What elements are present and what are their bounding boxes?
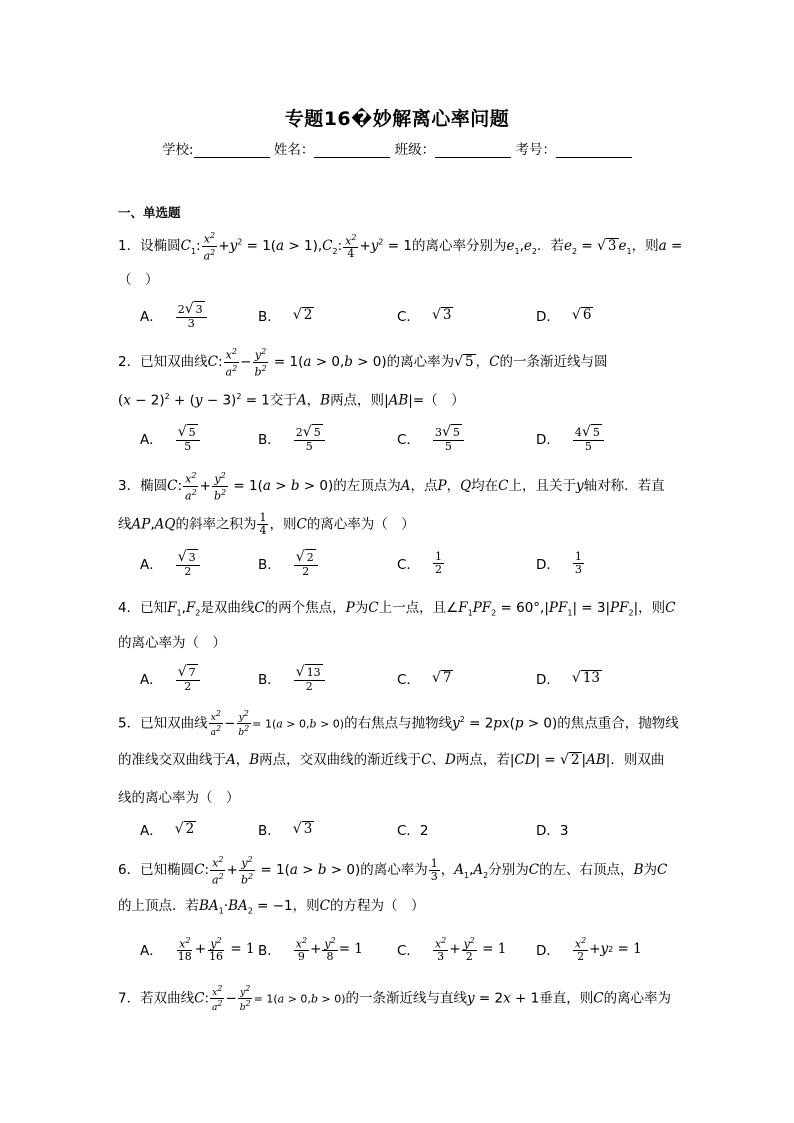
page-title: 专题16�妙解离心率问题 — [284, 108, 510, 130]
option-d[interactable]: D． √ 6 — [536, 307, 592, 325]
id-label: 考号： — [515, 142, 556, 158]
option-a[interactable]: A． √ 5 5 — [140, 421, 201, 455]
option-a[interactable]: A． √ 7 2 — [140, 661, 201, 695]
question-5-line-1: 5．已知双曲线 $\frac{x^2}{a^2}$ − $\frac{y^2}{b^2}$ = 1(a > 0,b > 0)的右焦点与抛物线$y^2 = 2px(p > 0)$的焦点重合，抛物线 — [118, 709, 679, 738]
option-c[interactable]: C．2 — [397, 823, 429, 839]
question-5-options — [140, 812, 700, 846]
question-5-line-2: 的准线交双曲线于A，B两点，交双曲线的渐近线于C、D两点，若|CD| = √ 2 |AB|．则双曲 — [118, 752, 665, 768]
option-d[interactable]: D．3 — [536, 823, 569, 839]
option-a[interactable]: A． √ 3 2 — [140, 546, 201, 580]
student-info-line — [0, 138, 794, 158]
question-3-options — [140, 546, 700, 580]
option-c[interactable]: C． $\frac{x^2}{3}$ + $\frac{y^2}{2}$ = 1 — [397, 935, 507, 964]
option-d[interactable]: D． 4 √ 5 5 — [536, 421, 605, 455]
question-1-options — [140, 298, 700, 332]
question-2-line-2: $(x - 2)^2 + (y - 3)^2 = 1$交于A，B两点，则|AB|=（ ） — [118, 392, 465, 409]
question-3-line-2: 线AP,AQ的斜率之积为 $\frac{1}{4}$ ，则C的离心率为（ ） — [118, 511, 415, 537]
class-label: 班级： — [394, 142, 436, 158]
section-heading: 一、单选题 — [118, 205, 181, 220]
question-5-line-3: 线的离心率为（ ） — [118, 790, 240, 806]
option-d[interactable]: D． $\frac{1}{3}$ — [536, 549, 582, 576]
question-3-line-1: 3．椭圆C: $\frac{x^2}{a^2}$ + $\frac{y^2}{b^2}$ = 1(a > b > 0)的左顶点为A，点P，Q均在C上，且关于y轴对称．若直 — [118, 471, 665, 503]
option-b[interactable]: B． √ 13 2 — [258, 661, 326, 695]
option-a[interactable]: A． 2 √ 3 3 — [140, 298, 208, 332]
question-1-line-2: （ ） — [118, 272, 159, 288]
question-4-line-2: 的离心率为（ ） — [118, 635, 226, 651]
option-b[interactable]: B． 2 √ 5 5 — [258, 421, 326, 455]
question-4-line-1: 4．已知$F_1,F_2$是双曲线C的两个焦点，P为C上一点，且$\angle F_1PF_2 = 60^\circ,|PF_1| = 3|PF_2|$，则C — [118, 600, 676, 618]
school-label: 学校: — [162, 142, 194, 158]
option-b[interactable]: B． √ 3 — [258, 821, 313, 839]
option-c[interactable]: C． √ 3 — [397, 307, 452, 325]
question-2-options — [140, 421, 700, 455]
question-2-line-1: 2．已知双曲线C: $\frac{x^2}{a^2}$ − $\frac{y^2}{b^2}$ = 1(a > 0,b > 0)的离心率为 √ 5 ，C的一条渐近线与圆 — [118, 347, 608, 379]
question-4-options — [140, 661, 700, 695]
option-d[interactable]: D． $\frac{x^2}{2}$ + y 2 = 1 — [536, 935, 642, 964]
question-1-line-1: 1．设椭圆$C_1$: $\frac{x^2}{a^2}$ $+y^2 = 1(a > 1),C_2$: $\frac{x^2}{4}$ $+y^2 = 1$的离心率分别为$e_1,e_2$．若$e_2$ = √ 3 $e_1$，则a = — [118, 231, 683, 263]
option-c[interactable]: C． $\frac{1}{2}$ — [397, 549, 442, 576]
question-6-options — [140, 932, 700, 966]
option-d[interactable]: D． √ 13 — [536, 670, 601, 688]
id-field[interactable] — [556, 143, 632, 158]
option-b[interactable]: B． √ 2 — [258, 307, 313, 325]
question-7-line-1: 7．若双曲线C: $\frac{x^2}{a^2}$ − $\frac{y^2}{b^2}$ = 1(a > 0,b > 0)的一条渐近线与直线y = 2x + 1垂直，则C的离心率为 — [118, 984, 672, 1013]
question-6-line-1: 6．已知椭圆C: $\frac{x^2}{a^2}$ + $\frac{y^2}{b^2}$ = 1(a > b > 0)的离心率为 $\frac{1}{3}$ ，$A_1,A_2$分别为C的左、右顶点，B为C — [118, 855, 668, 887]
name-label: 姓名： — [273, 142, 315, 158]
option-b[interactable]: B． $\frac{x^2}{9}$ + $\frac{y^2}{8}$ = 1 — [258, 935, 363, 964]
option-c[interactable]: C． 3 √ 5 5 — [397, 421, 465, 455]
option-a[interactable]: A． √ 2 — [140, 821, 195, 839]
option-b[interactable]: B． √ 2 2 — [258, 546, 319, 580]
name-field[interactable] — [314, 143, 390, 158]
option-c[interactable]: C． √ 7 — [397, 670, 452, 688]
school-field[interactable] — [194, 143, 270, 158]
class-field[interactable] — [435, 143, 511, 158]
option-a[interactable]: A． $\frac{x^2}{18}$ + $\frac{y^2}{16}$ = 1 — [140, 935, 255, 964]
question-6-line-2: 的上顶点．若$BA_1\cdot BA_2 = -1$，则C的方程为（ ） — [118, 898, 425, 916]
